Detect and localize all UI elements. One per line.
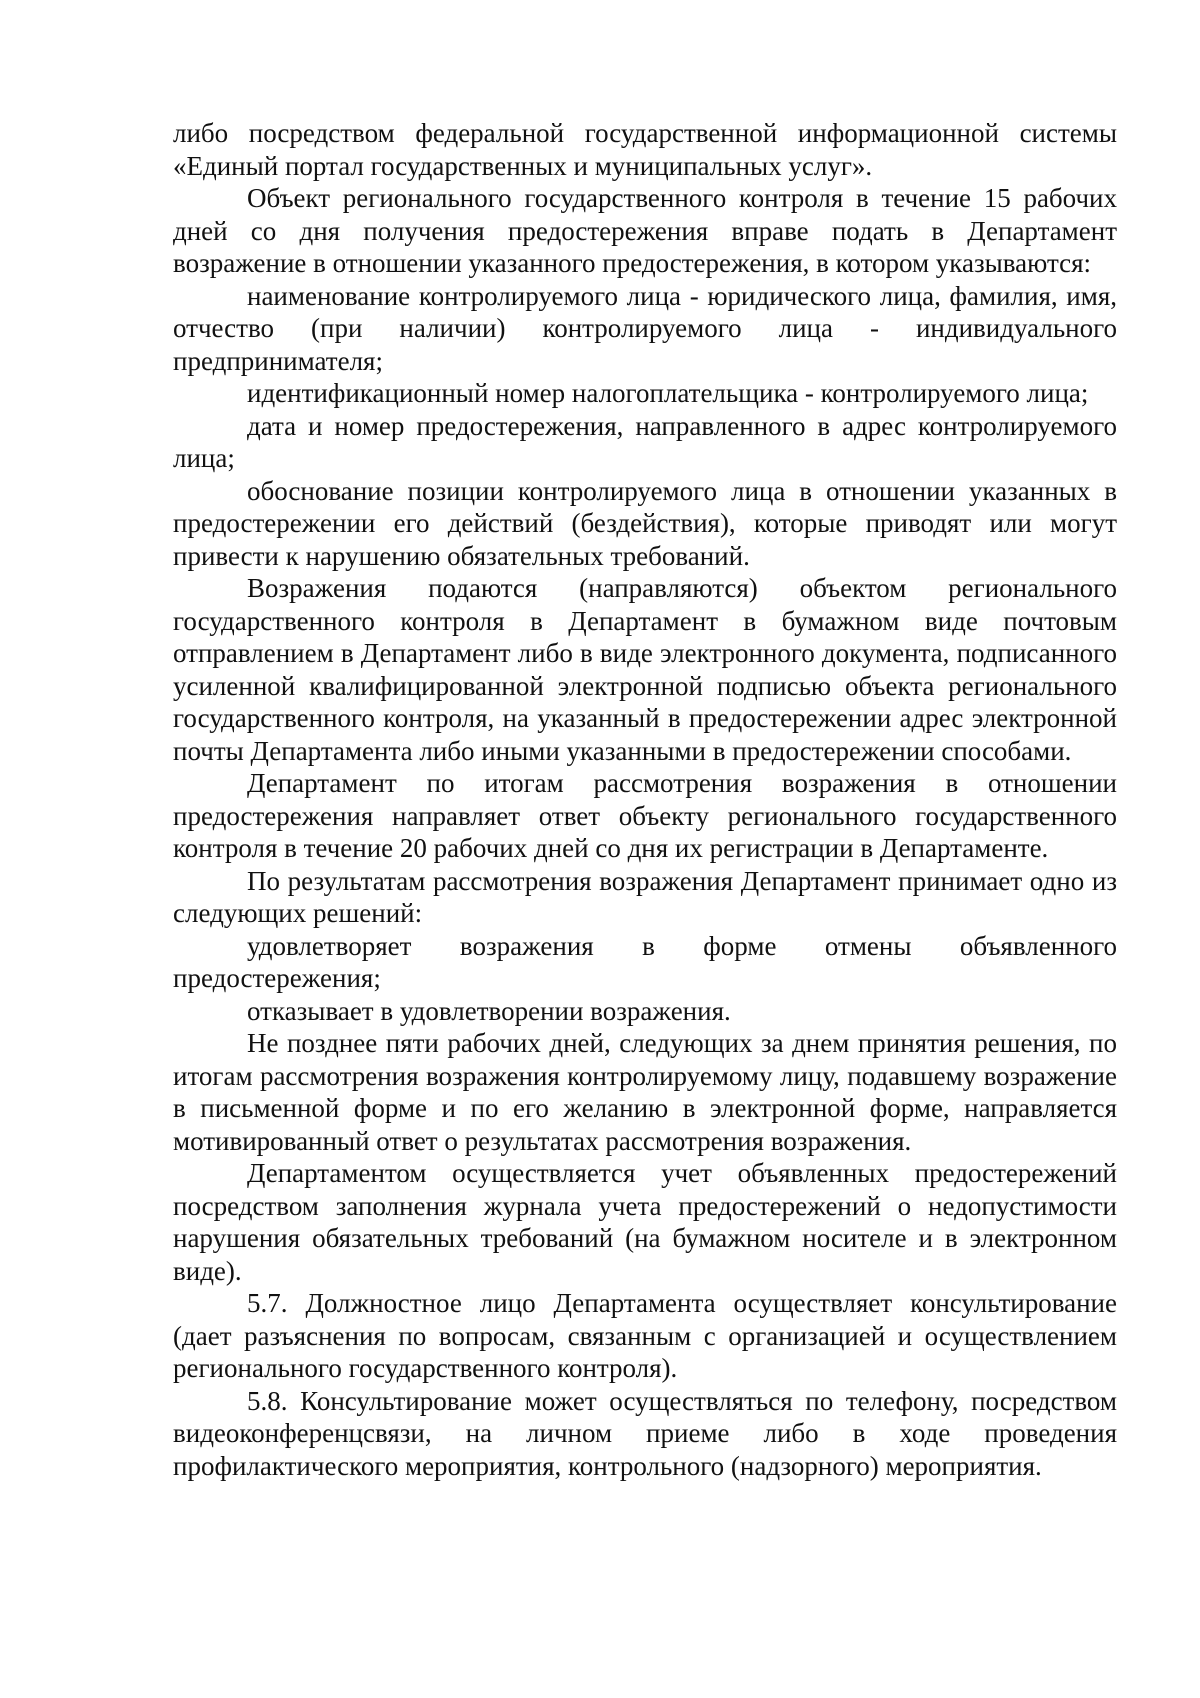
paragraph-warnings-log: Департаментом осуществляется учет объявленных предостережений посредством заполнения журнала учета предостережений о недопустимости нарушения обязательных требований (на бумажном носителе и в электронном виде). [173,1158,1117,1286]
paragraph-item-date-number: дата и номер предостережения, направленного в адрес контролируемого лица; [173,410,1117,473]
paragraph-decision-refuse: отказывает в удовлетворении возражения. [247,995,731,1026]
paragraph-decision-satisfy: удовлетворяет возражения в форме отмены объявленного предостережения; [173,930,1117,993]
paragraph-item-name: наименование контролируемого лица - юридического лица, фамилия, имя, отчество (при наличии) контролируемого лица - индивидуального предпринимателя; [173,280,1117,376]
paragraph-continuation: либо посредством федеральной государственной информационной системы «Единый портал государственных и муниципальных услуг». [173,118,1117,181]
paragraph-objection-submission: Возражения подаются (направляются) объектом регионального государственного контроля в Департамент в бумажном виде почтовым отправлением в Департамент либо в виде электронного документа, подписанного усиленной квалифицированной электронной подписью объекта регионального государственного контроля, на указанный в предостережении адрес электронной почты Департамента либо иными указанными в предостережении способами. [173,573,1117,766]
paragraph-item-justification: обоснование позиции контролируемого лица в отношении указанных в предостережении его действий (бездействия), которые приводят или могут привести к нарушению обязательных требований. [173,475,1117,571]
document-body [173,117,1117,1482]
paragraph-item-inn: идентификационный номер налогоплательщика - контролируемого лица; [247,378,1089,408]
paragraph-department-response: Департамент по итогам рассмотрения возражения в отношении предостережения направляет ответ объекту регионального государственного контроля в течение 20 рабочих дней со дня их регистрации в Департаменте. [173,768,1117,863]
paragraph-section-5-8: 5.8. Консультирование может осуществляться по телефону, посредством видеоконференцсвязи, на личном приеме либо в ходе проведения профилактического мероприятия, контрольного (надзорного) мероприятия. [173,1385,1117,1481]
paragraph-motivated-answer: Не позднее пяти рабочих дней, следующих за днем принятия решения, по итогам рассмотрения возражения контролируемому лицу, подавшему возражение в письменной форме и по его желанию в электронной форме, направляется мотивированный ответ о результатах рассмотрения возражения. [173,1028,1117,1156]
paragraph-objection-right: Объект регионального государственного контроля в течение 15 рабочих дней со дня получения предостережения вправе подать в Департамент возражение в отношении указанного предостережения, в котором указываются: [173,183,1117,278]
paragraph-section-5-7: 5.7. Должностное лицо Департамента осуществляет консультирование (дает разъяснения по вопросам, связанным с организацией и осуществлением регионального государственного контроля). [173,1288,1117,1383]
paragraph-decisions-intro: По результатам рассмотрения возражения Департамент принимает одно из следующих решений: [173,865,1117,928]
